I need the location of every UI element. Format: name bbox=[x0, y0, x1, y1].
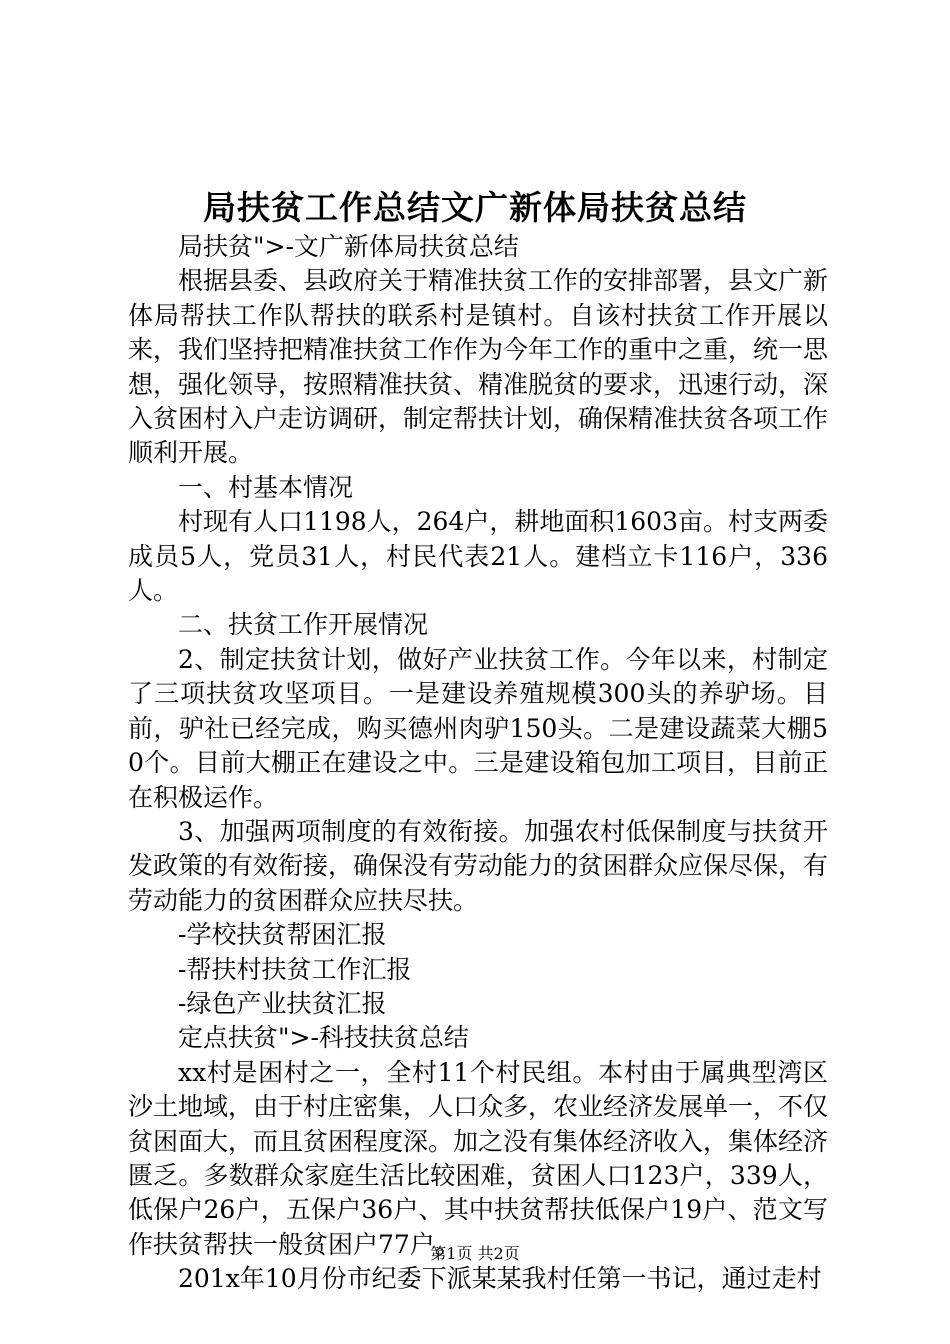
section-heading-2: 二、扶贫工作开展情况 bbox=[178, 610, 429, 640]
paragraph-1: 局扶贫">-文广新体局扶贫总结 bbox=[178, 232, 519, 261]
document-title: 局扶贫工作总结文广新体局扶贫总结 bbox=[203, 188, 747, 227]
document-body bbox=[128, 230, 828, 1297]
paragraph-5: 3、加强两项制度的有效衔接。加强农村低保制度与扶贫开发政策的有效衔接，确保没有劳动能力的贫困群众应保尽保，有劳动能力的贫困群众应扶尽扶。 bbox=[128, 816, 829, 915]
section-heading-1: 一、村基本情况 bbox=[178, 472, 354, 502]
paragraph-7: xx村是困村之一，全村11个村民组。本村由于属典型湾区沙土地域，由于村庄密集，人口众多，农业经济发展单一，不仅贫困面大，而且贫困程度深。加之没有集体经济收入，集体经济匮乏。多数群众家庭生活比较困难，贫困人口123户，339人，低保户26户，五保户36户、其中扶贫帮扶低保户19户、范文写作扶贫帮扶一般贫困户77户。 bbox=[128, 1057, 829, 1259]
related-item-3: -绿色产业扶贫汇报 bbox=[178, 988, 387, 1018]
paragraph-2: 根据县委、县政府关于精准扶贫工作的安排部署，县文广新体局帮扶工作队帮扶的联系村是镇村。自该村扶贫工作开展以来，我们坚持把精准扶贫工作作为今年工作的重中之重，统一思想，强化领导，按照精准扶贫、精准脱贫的要求，迅速行动，深入贫困村入户走访调研，制定帮扶计划，确保精准扶贫各项工作顺利开展。 bbox=[128, 266, 829, 468]
paragraph-3: 村现有人口1198人，264户，耕地面积1603亩。村支两委成员5人，党员31人，村民代表21人。建档立卡116户，336人。 bbox=[128, 507, 828, 606]
paragraph-6: 定点扶贫">-科技扶贫总结 bbox=[178, 1023, 469, 1053]
related-item-2: -帮扶村扶贫工作汇报 bbox=[178, 954, 412, 984]
paragraph-8: 201x年10月份市纪委下派某某我村任第一书记，通过走村 bbox=[178, 1264, 822, 1294]
page-footer: 第1页 共2页 bbox=[430, 1244, 520, 1263]
related-item-1: -学校扶贫帮困汇报 bbox=[178, 920, 387, 950]
paragraph-4: 2、制定扶贫计划，做好产业扶贫工作。今年以来，村制定了三项扶贫攻坚项目。一是建设养殖规模300头的养驴场。目前，驴社已经完成，购买德州肉驴150头。二是建设蔬菜大棚50个。目前大棚正在建设之中。三是建设箱包加工项目，目前正在积极运作。 bbox=[128, 644, 828, 812]
